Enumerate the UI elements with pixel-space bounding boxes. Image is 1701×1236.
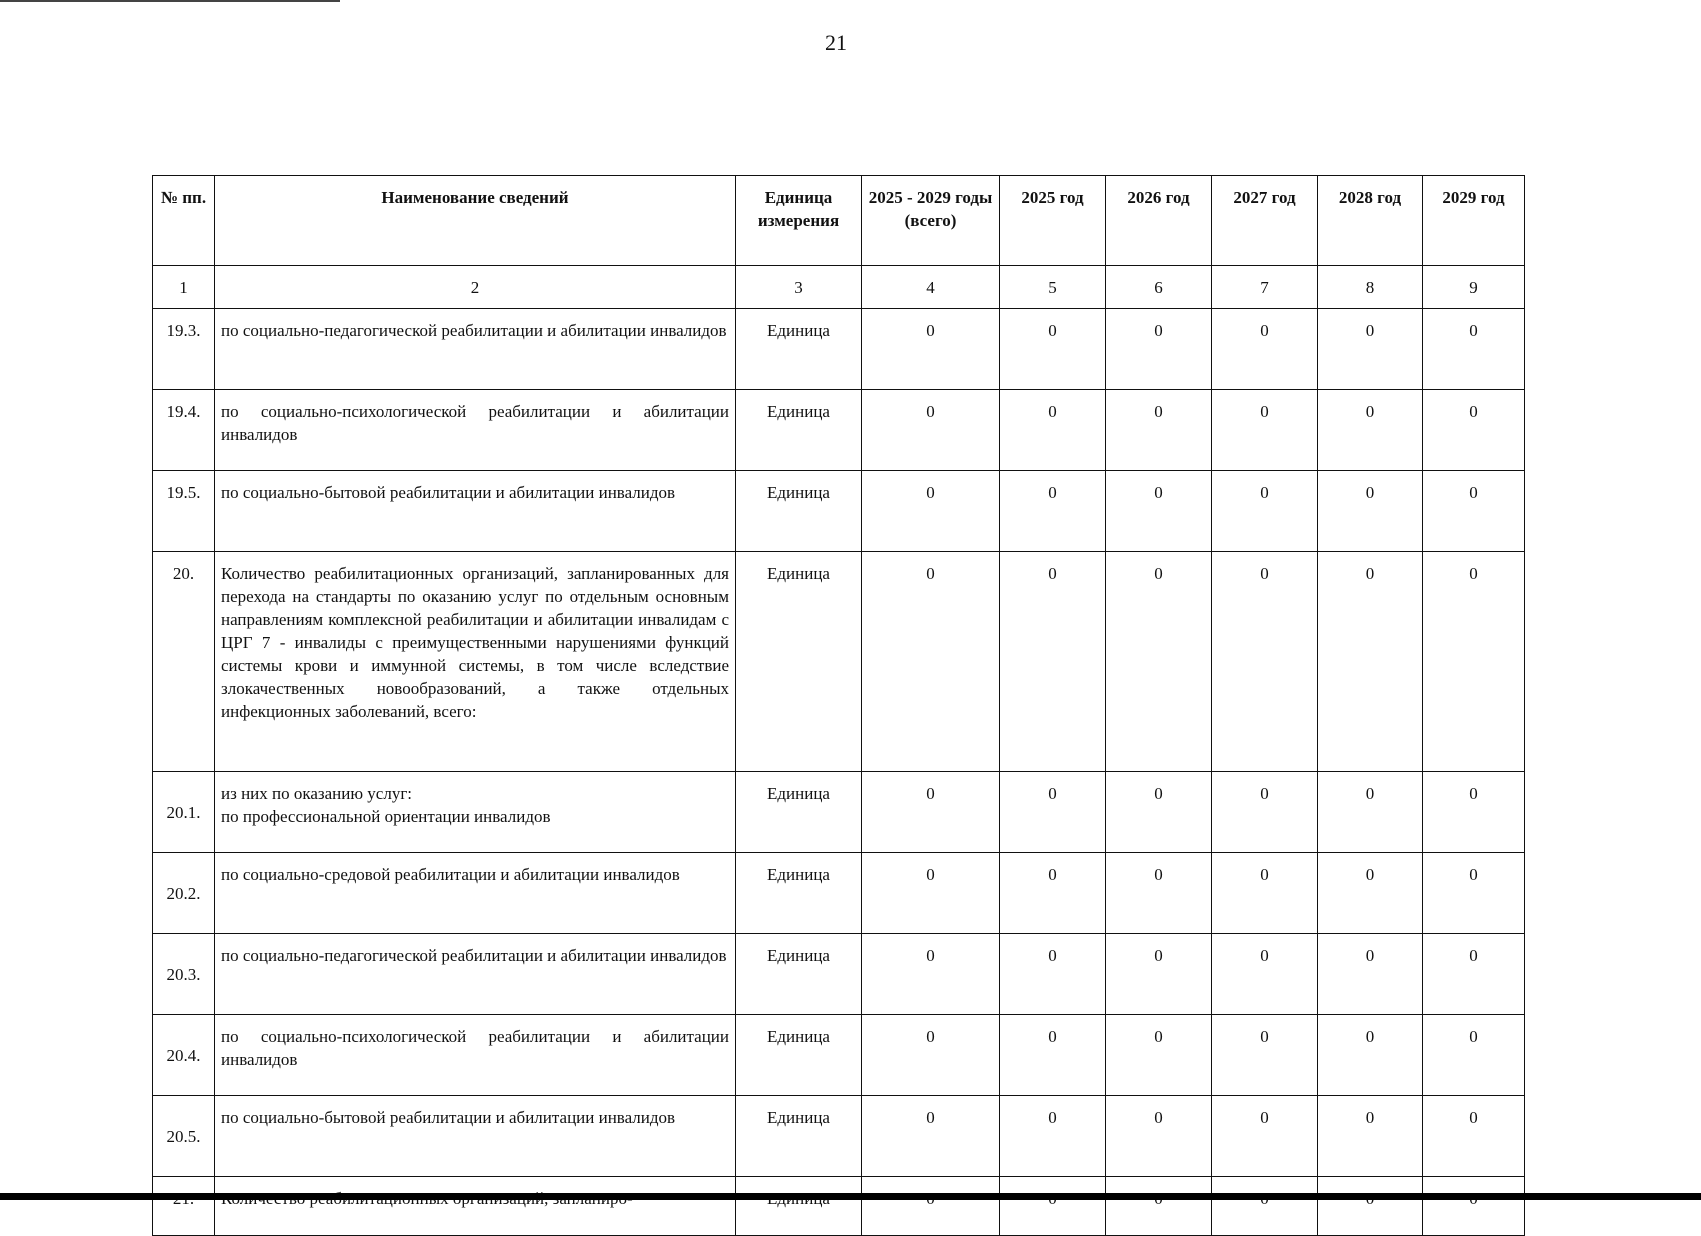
- row-name: по социально-бытовой реабилитации и абилитации инвалидов: [215, 471, 736, 552]
- row-unit: [736, 1177, 862, 1236]
- value-2026: 0: [1106, 471, 1212, 552]
- row-unit: Единица: [736, 772, 862, 853]
- column-number: 5: [1000, 266, 1106, 309]
- value-2028: 0: [1318, 1015, 1423, 1096]
- row-name: по социально-педагогической реабилитации и абилитации инвалидов: [215, 309, 736, 390]
- table-row: [153, 309, 1525, 390]
- value-2025: 0: [1000, 934, 1106, 1015]
- column-number: 1: [153, 266, 215, 309]
- value-total: 0: [862, 471, 1000, 552]
- row-unit: Единица: [736, 471, 862, 552]
- row-number: 20.3.: [153, 934, 215, 1015]
- value-total: 0: [862, 772, 1000, 853]
- value-2028: 0: [1318, 390, 1423, 471]
- row-name: по социально-педагогической реабилитации и абилитации инвалидов: [215, 934, 736, 1015]
- row-unit: Единица: [736, 309, 862, 390]
- row-number: 20.2.: [153, 853, 215, 934]
- table-row: [153, 552, 1525, 772]
- value-2025: 0: [1000, 1015, 1106, 1096]
- value-2029: 0: [1423, 1015, 1525, 1096]
- row-number: 20.1.: [153, 772, 215, 853]
- value-2028: 0: [1318, 772, 1423, 853]
- value-2027: 0: [1212, 390, 1318, 471]
- value-2029: [1423, 1177, 1525, 1236]
- value-2029: 0: [1423, 471, 1525, 552]
- value-2028: 0: [1318, 1096, 1423, 1177]
- row-unit: Единица: [736, 390, 862, 471]
- value-2029: 0: [1423, 390, 1525, 471]
- column-number: 7: [1212, 266, 1318, 309]
- value-2026: 0: [1106, 853, 1212, 934]
- column-number: 3: [736, 266, 862, 309]
- value-2028: 0: [1318, 934, 1423, 1015]
- column-number: 4: [862, 266, 1000, 309]
- row-unit: Единица: [736, 552, 862, 772]
- value-2029: 0: [1423, 1096, 1525, 1177]
- value-total: 0: [862, 1096, 1000, 1177]
- value-total: [862, 1177, 1000, 1236]
- value-total: 0: [862, 309, 1000, 390]
- header-row: [153, 176, 1525, 266]
- value-2025: 0: [1000, 309, 1106, 390]
- column-number: 2: [215, 266, 736, 309]
- value-2028: 0: [1318, 853, 1423, 934]
- value-2029: 0: [1423, 853, 1525, 934]
- row-name: [215, 772, 736, 853]
- value-2027: 0: [1212, 1096, 1318, 1177]
- value-2026: 0: [1106, 552, 1212, 772]
- value-2025: 0: [1000, 772, 1106, 853]
- value-2025: 0: [1000, 1096, 1106, 1177]
- row-name: Количество реабилитационных организаций, запланированных для перехода на стандарты по оказанию услуг по отдельным основным направлениям комплексной реабилитации и абилитации инвалидам с ЦРГ 7 - инвалиды с преимущественными нарушениями функций системы крови и иммунной системы, в том числе вследствие злокачественных новообразований, а также отдельных инфекционных заболеваний, всего:: [215, 552, 736, 772]
- value-2029: 0: [1423, 934, 1525, 1015]
- value-2027: 0: [1212, 853, 1318, 934]
- row-number: 20.4.: [153, 1015, 215, 1096]
- row-unit: Единица: [736, 853, 862, 934]
- row-unit: Единица: [736, 1015, 862, 1096]
- header-total: 2025 - 2029 годы (всего): [862, 176, 1000, 266]
- value-2025: 0: [1000, 390, 1106, 471]
- value-2027: 0: [1212, 552, 1318, 772]
- row-name: [215, 1177, 736, 1236]
- value-2026: 0: [1106, 1096, 1212, 1177]
- value-2028: [1318, 1177, 1423, 1236]
- value-2025: [1000, 1177, 1106, 1236]
- value-total: 0: [862, 552, 1000, 772]
- header-2026: 2026 год: [1106, 176, 1212, 266]
- header-2029: 2029 год: [1423, 176, 1525, 266]
- header-2028: 2028 год: [1318, 176, 1423, 266]
- row-name: по социально-бытовой реабилитации и абилитации инвалидов: [215, 1096, 736, 1177]
- value-2028: 0: [1318, 552, 1423, 772]
- value-total: 0: [862, 390, 1000, 471]
- header-2025: 2025 год: [1000, 176, 1106, 266]
- row-unit: Единица: [736, 1096, 862, 1177]
- row-number: 20.: [153, 552, 215, 772]
- table-row: [153, 471, 1525, 552]
- row-number: 19.3.: [153, 309, 215, 390]
- column-number: 9: [1423, 266, 1525, 309]
- table-row: [153, 1015, 1525, 1096]
- column-number: 8: [1318, 266, 1423, 309]
- value-2025: 0: [1000, 853, 1106, 934]
- value-2027: [1212, 1177, 1318, 1236]
- scan-edge-top: [0, 0, 340, 2]
- row-number: 20.5.: [153, 1096, 215, 1177]
- row-name: по социально-средовой реабилитации и абилитации инвалидов: [215, 853, 736, 934]
- indicators-table: [152, 175, 1525, 1236]
- value-2027: 0: [1212, 772, 1318, 853]
- row-number: 19.4.: [153, 390, 215, 471]
- row-number: [153, 1177, 215, 1236]
- table-row: [153, 390, 1525, 471]
- value-2026: 0: [1106, 390, 1212, 471]
- table-row: [153, 1177, 1525, 1236]
- value-2027: 0: [1212, 309, 1318, 390]
- value-2029: 0: [1423, 552, 1525, 772]
- table-row: [153, 934, 1525, 1015]
- header-name: Наименование сведений: [215, 176, 736, 266]
- row-name: по социально-психологической реабилитации и абилитации инвалидов: [215, 390, 736, 471]
- value-2029: 0: [1423, 772, 1525, 853]
- value-2026: 0: [1106, 1015, 1212, 1096]
- row-name-line: из них по оказанию услуг:: [221, 784, 413, 803]
- page-number: 21: [825, 30, 847, 55]
- value-2026: 0: [1106, 309, 1212, 390]
- header-2027: 2027 год: [1212, 176, 1318, 266]
- value-2028: 0: [1318, 309, 1423, 390]
- value-2025: 0: [1000, 471, 1106, 552]
- header-unit: Единица измерения: [736, 176, 862, 266]
- value-2026: 0: [1106, 934, 1212, 1015]
- table-row: [153, 853, 1525, 934]
- value-total: 0: [862, 853, 1000, 934]
- header-num: № пп.: [153, 176, 215, 266]
- row-name: по социально-психологической реабилитации и абилитации инвалидов: [215, 1015, 736, 1096]
- table-row: [153, 772, 1525, 853]
- scan-edge-bottom: [0, 1193, 1701, 1200]
- value-total: 0: [862, 1015, 1000, 1096]
- value-2028: 0: [1318, 471, 1423, 552]
- row-unit: Единица: [736, 934, 862, 1015]
- row-number: 19.5.: [153, 471, 215, 552]
- value-2029: 0: [1423, 309, 1525, 390]
- column-numbers-row: [153, 266, 1525, 309]
- row-name-line: по профессиональной ориентации инвалидов: [221, 807, 551, 826]
- column-number: 6: [1106, 266, 1212, 309]
- value-2026: 0: [1106, 772, 1212, 853]
- table-row: [153, 1096, 1525, 1177]
- value-total: 0: [862, 934, 1000, 1015]
- value-2027: 0: [1212, 934, 1318, 1015]
- value-2027: 0: [1212, 471, 1318, 552]
- value-2026: [1106, 1177, 1212, 1236]
- value-2027: 0: [1212, 1015, 1318, 1096]
- value-2025: 0: [1000, 552, 1106, 772]
